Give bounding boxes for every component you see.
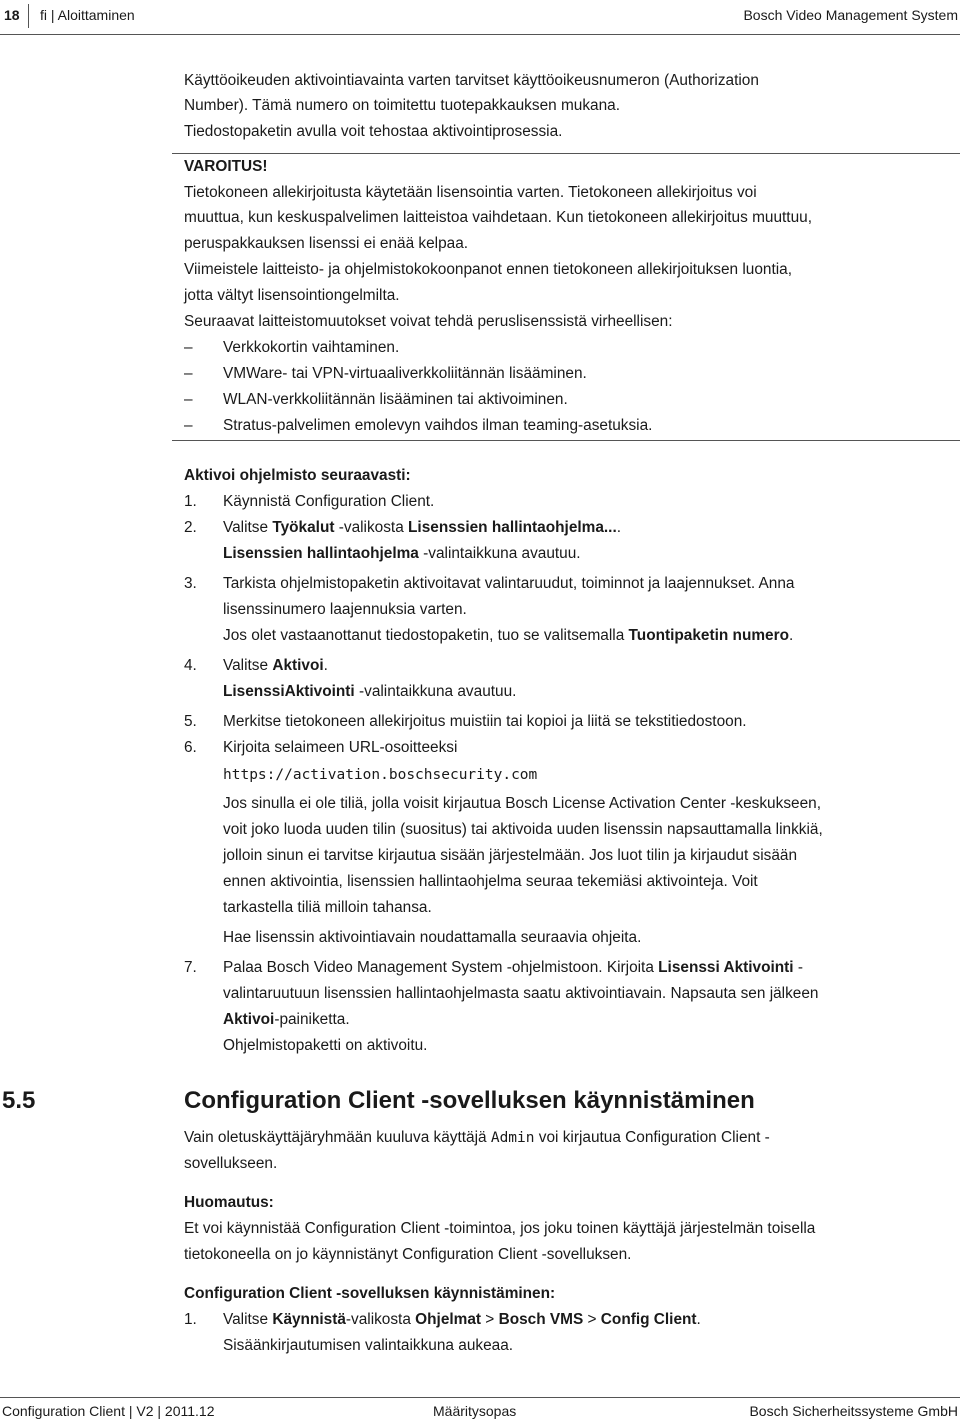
activation-url: https://activation.boschsecurity.com [223,767,538,783]
header-divider [28,4,29,28]
step-number: 6. [184,739,197,756]
step-number: 1. [184,1311,197,1328]
step-text: Merkitse tietokoneen allekirjoitus muistiin tai kopioi ja liitä se tekstitiedostoon. [223,713,747,730]
warning-line: peruspakkauksen lisenssi ei enää kelpaa. [184,235,469,252]
step-number: 3. [184,575,197,592]
warning-line: Seuraavat laitteistomuutokset voivat tehdä peruslisenssistä virheellisen: [184,313,673,330]
step-paragraph: Jos sinulla ei ole tiliä, jolla voisit kirjautua Bosch License Activation Center -keskukseen, [223,795,821,812]
header-rule [0,34,960,35]
intro-line: Tiedostopaketin avulla voit tehostaa aktivointiprosessia. [184,123,563,140]
warning-line: muuttua, kun keskuspalvelimen laitteistoa vaihdetaan. Kun tietokoneen allekirjoitus muuttuu, [184,209,812,226]
step-text: Aktivoi-painiketta. [223,1011,350,1028]
warning-bullet: WLAN-verkkoliitännän lisääminen tai aktivoiminen. [223,391,568,408]
step-text: Valitse Työkalut -valikosta Lisenssien hallintaohjelma.... [223,519,622,536]
step-number: 4. [184,657,197,674]
warning-title: VAROITUS! [184,158,268,175]
footer-center: Määritysopas [433,1403,517,1419]
step-text: Jos olet vastaanottanut tiedostopaketin, tuo se valitsemalla Tuontipaketin numero. [223,627,794,644]
note-line: Et voi käynnistää Configuration Client -toimintoa, jos joku toinen käyttäjä järjestelmän toisella [184,1220,816,1237]
bullet-dash: – [184,365,193,382]
warning-line: jotta vältyt lisensointiongelmilta. [184,287,400,304]
page-header [0,0,960,32]
warning-bullet: Stratus-palvelimen emolevyn vaihdos ilman teaming-asetuksia. [223,417,653,434]
step-number: 2. [184,519,197,536]
step-text: Käynnistä Configuration Client. [223,493,435,510]
intro-line: Number). Tämä numero on toimitettu tuotepakkauksen mukana. [184,97,621,114]
section-paragraph: Vain oletuskäyttäjäryhmään kuuluva käyttäjä Admin voi kirjautua Configuration Client - [184,1129,770,1146]
footer-rule [0,1397,960,1398]
start-heading: Configuration Client -sovelluksen käynnistäminen: [184,1285,556,1302]
step-paragraph: tarkastella tiliä milloin tahansa. [223,899,432,916]
step-result: Sisäänkirjautumisen valintaikkuna aukeaa. [223,1337,514,1354]
note-title: Huomautus: [184,1194,274,1211]
bullet-dash: – [184,417,193,434]
step-paragraph: ennen aktivointia, lisenssien hallintaohjelma seuraa tekemiäsi aktivointeja. Voit [223,873,758,890]
footer-right: Bosch Sicherheitssysteme GmbH [749,1403,958,1419]
warning-bullet: Verkkokortin vaihtaminen. [223,339,400,356]
footer-left: Configuration Client | V2 | 2011.12 [2,1403,215,1419]
warning-line: Tietokoneen allekirjoitusta käytetään lisensointia varten. Tietokoneen allekirjoitus voi [184,184,757,201]
step-paragraph: jolloin sinun ei tarvitse kirjautua sisään järjestelmään. Jos luot tilin ja kirjaudut sisään [223,847,798,864]
note-line: tietokoneella on jo käynnistänyt Configuration Client -sovelluksen. [184,1246,632,1263]
step-text: lisenssinumero laajennuksia varten. [223,601,467,618]
warning-line: Viimeistele laitteisto- ja ohjelmistokokoonpanot ennen tietokoneen allekirjoituksen luontia, [184,261,793,278]
header-product: Bosch Video Management System [743,7,958,23]
step-text: Valitse Aktivoi. [223,657,328,674]
activate-heading: Aktivoi ohjelmisto seuraavasti: [184,467,411,484]
bullet-dash: – [184,339,193,356]
step-paragraph: Hae lisenssin aktivointiavain noudattamalla seuraavia ohjeita. [223,929,642,946]
warning-bottom-rule [172,440,960,441]
warning-bullet: VMWare- tai VPN-virtuaaliverkkoliitännän lisääminen. [223,365,587,382]
header-section: fi | Aloittaminen [40,7,135,23]
step-text: Tarkista ohjelmistopaketin aktivoitavat valintaruudut, toiminnot ja laajennukset. Anna [223,575,795,592]
step-paragraph: voit joko luoda uuden tilin (suositus) tai aktivoida uuden lisenssin napsauttamalla linkkiä, [223,821,823,838]
section-number: 5.5 [2,1087,36,1114]
section-title: Configuration Client -sovelluksen käynnistäminen [184,1087,755,1114]
step-result: Ohjelmistopaketti on aktivoitu. [223,1037,428,1054]
step-text: Valitse Käynnistä-valikosta Ohjelmat > Bosch VMS > Config Client. [223,1311,701,1328]
intro-line: Käyttöoikeuden aktivointiavainta varten tarvitset käyttöoikeusnumeron (Authorization [184,72,759,89]
admin-code: Admin [490,1130,535,1146]
step-number: 1. [184,493,197,510]
step-result: Lisenssien hallintaohjelma -valintaikkuna avautuu. [223,545,581,562]
page-number: 18 [4,7,20,23]
section-paragraph: sovellukseen. [184,1155,278,1172]
step-result: LisenssiAktivointi -valintaikkuna avautuu. [223,683,517,700]
step-text: valintaruutuun lisenssien hallintaohjelmasta saatu aktivointiavain. Napsauta sen jälkeen [223,985,819,1002]
step-text: Kirjoita selaimeen URL-osoitteeksi [223,739,458,756]
step-text: Palaa Bosch Video Management System -ohjelmistoon. Kirjoita Lisenssi Aktivointi - [223,959,803,976]
step-number: 7. [184,959,197,976]
step-number: 5. [184,713,197,730]
bullet-dash: – [184,391,193,408]
